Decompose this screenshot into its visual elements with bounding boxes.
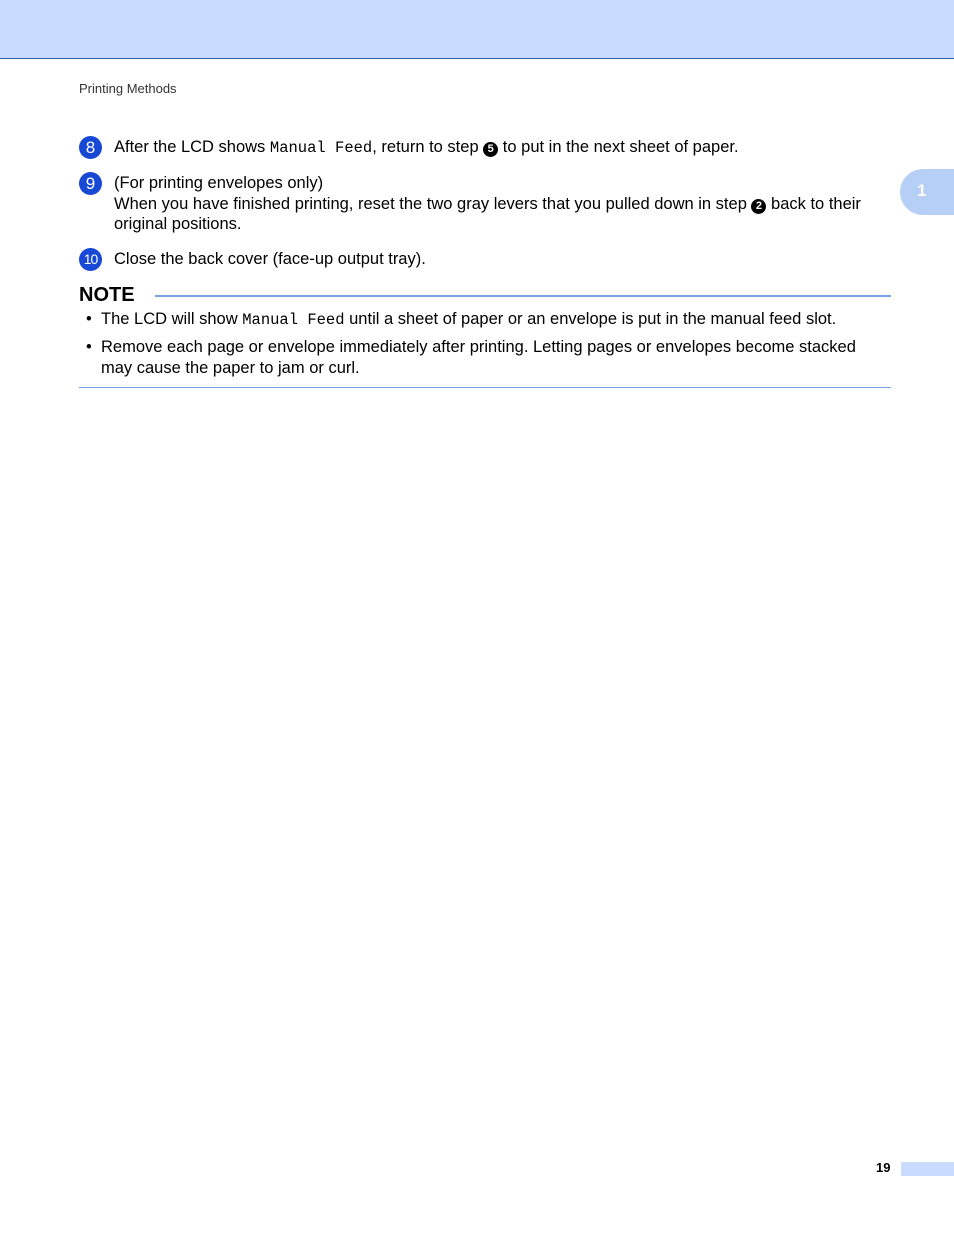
step-text: Close the back cover (face-up output tray).: [114, 250, 426, 268]
chapter-tab: [900, 169, 954, 215]
step-text: (For printing envelopes only) When you have finished printing, reset the two gray levers that you pulled down in step 2 back to their original positions.: [114, 174, 861, 233]
lcd-message: Manual Feed: [269, 139, 373, 157]
step-text: After the LCD shows Manual Feed, return to step 5 to put in the next sheet of paper.: [114, 138, 739, 157]
note-title: NOTE: [79, 284, 135, 306]
running-header: Printing Methods: [79, 81, 177, 96]
step-8: [79, 137, 891, 159]
step-number-badge: 10: [79, 248, 102, 271]
chapter-tab-number: 1: [917, 181, 927, 200]
step-9: [79, 173, 891, 235]
note-item: • Remove each page or envelope immediately after printing. Letting pages or envelopes become stacked may cause the paper to jam or curl.: [86, 338, 856, 377]
step-number-badge: 9: [79, 172, 102, 195]
note-item: • The LCD will show Manual Feed until a sheet of paper or an envelope is put in the manual feed slot.: [86, 310, 837, 329]
bullet: •: [86, 310, 92, 328]
step-reference-badge: 5: [483, 142, 498, 157]
bullet: •: [86, 338, 92, 356]
page-number: 19: [876, 1160, 891, 1175]
note-bottom-rule: [79, 387, 891, 388]
page-number-bar: [901, 1162, 954, 1176]
lcd-message: Manual Feed: [242, 311, 345, 329]
note-top-rule: [155, 295, 891, 297]
top-header-band: [0, 0, 954, 59]
step-number-badge: 8: [79, 136, 102, 159]
step-reference-badge: 2: [751, 199, 766, 214]
step-10: [79, 249, 891, 270]
